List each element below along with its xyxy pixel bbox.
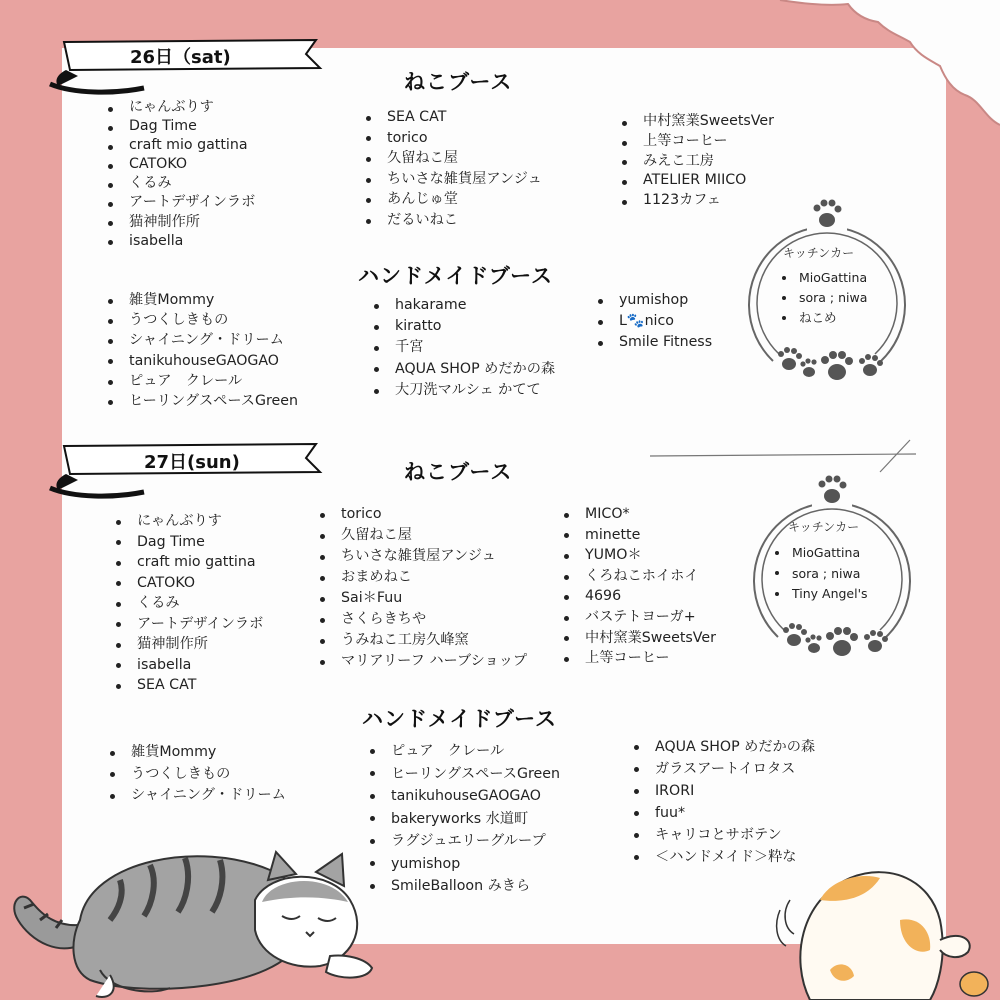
list-item: うつくしきもの bbox=[104, 310, 298, 330]
list-item: MICO* bbox=[560, 504, 716, 525]
list-item: シャイニング・ドリーム bbox=[104, 330, 298, 350]
list-item: SEA CAT bbox=[112, 675, 263, 696]
list-item: tanikuhouseGAOGAO bbox=[366, 785, 560, 808]
list-item: sora ; niwa bbox=[779, 288, 867, 308]
torn-paper-corner bbox=[770, 0, 1000, 130]
list-item: くろねこホイホイ bbox=[560, 566, 716, 587]
calico-cat-illustration bbox=[760, 860, 1000, 1000]
sun-neko-column-2 bbox=[316, 504, 527, 672]
list-item: ヒーリングスペースGreen bbox=[104, 391, 298, 411]
list-item: アートデザインラボ bbox=[104, 193, 255, 212]
list-item: kiratto bbox=[370, 316, 555, 337]
sun-hand-heading: ハンドメイドブース bbox=[362, 707, 558, 731]
sat-neko-column-1 bbox=[104, 98, 255, 251]
list-item: yumishop bbox=[594, 290, 712, 311]
list-item: 4696 bbox=[560, 586, 716, 607]
sat-hand-column-3 bbox=[594, 290, 712, 353]
sat-kitchen-list bbox=[779, 268, 867, 328]
list-item: さくらきちや bbox=[316, 609, 527, 630]
list-item: Tiny Angel's bbox=[772, 584, 868, 605]
list-item: 大刀洗マルシェ かてて bbox=[370, 380, 555, 401]
sun-kitchen-title: キッチンカー bbox=[788, 520, 860, 534]
sun-date-ribbon bbox=[44, 440, 334, 500]
list-item: くるみ bbox=[112, 593, 263, 614]
list-item: MioGattina bbox=[779, 268, 867, 288]
list-item: ねこめ bbox=[779, 308, 867, 328]
sat-date-label: 26日（sat) bbox=[130, 47, 231, 68]
list-item: にゃんぶりす bbox=[104, 98, 255, 117]
list-item: くるみ bbox=[104, 174, 255, 193]
list-item: 猫神制作所 bbox=[112, 634, 263, 655]
list-item: にゃんぶりす bbox=[112, 511, 263, 532]
list-item: Dag Time bbox=[112, 532, 263, 553]
list-item: シャイニング・ドリーム bbox=[106, 785, 286, 807]
sun-date-label: 27日(sun) bbox=[144, 452, 240, 473]
section-divider bbox=[648, 436, 918, 476]
list-item: アートデザインラボ bbox=[112, 614, 263, 635]
list-item: Dag Time bbox=[104, 117, 255, 136]
sat-hand-heading: ハンドメイドブース bbox=[358, 264, 554, 288]
list-item: ラグジュエリーグループ bbox=[366, 830, 560, 853]
sun-hand-column-1 bbox=[106, 742, 286, 807]
list-item: うみねこ工房久峰窯 bbox=[316, 630, 527, 651]
sun-neko-column-3 bbox=[560, 504, 716, 669]
list-item: CATOKO bbox=[104, 155, 255, 174]
sun-kitchen-list bbox=[772, 543, 868, 605]
list-item: バステトヨーガ+ bbox=[560, 607, 716, 628]
list-item: ピュア クレール bbox=[366, 740, 560, 763]
list-item: ちいさな雑貨屋アンジュ bbox=[316, 546, 527, 567]
list-item: SEA CAT bbox=[362, 107, 542, 128]
sleeping-tabby-cat-illustration bbox=[0, 820, 380, 1000]
list-item: craft mio gattina bbox=[112, 552, 263, 573]
list-item: ＜ハンドメイド＞粋な bbox=[630, 846, 815, 868]
list-item: うつくしきもの bbox=[106, 764, 286, 786]
sat-neko-column-2 bbox=[362, 107, 542, 231]
sun-hand-column-3 bbox=[630, 736, 815, 868]
list-item: torico bbox=[316, 504, 527, 525]
list-item: キャリコとサボテン bbox=[630, 824, 815, 846]
list-item: みえこ工房 bbox=[618, 152, 774, 172]
sat-kitchen-title: キッチンカー bbox=[783, 246, 855, 260]
list-item: おまめねこ bbox=[316, 567, 527, 588]
list-item: 雑貨Mommy bbox=[106, 742, 286, 764]
list-item: SmileBalloon みきら bbox=[366, 875, 560, 898]
list-item: 1123カフェ bbox=[618, 191, 774, 211]
sun-neko-heading: ねこブース bbox=[404, 460, 513, 484]
list-item: 上等コーヒー bbox=[560, 648, 716, 669]
list-item: tanikuhouseGAOGAO bbox=[104, 351, 298, 371]
list-item: CATOKO bbox=[112, 573, 263, 594]
list-item: sora ; niwa bbox=[772, 564, 868, 585]
list-item: だるいねこ bbox=[362, 210, 542, 231]
list-item: Sai＊Fuu bbox=[316, 588, 527, 609]
sat-hand-column-1 bbox=[104, 290, 298, 411]
list-item: AQUA SHOP めだかの森 bbox=[370, 359, 555, 380]
list-item: isabella bbox=[112, 655, 263, 676]
list-item: hakarame bbox=[370, 295, 555, 316]
list-item: ATELIER MIICO bbox=[618, 171, 774, 191]
sun-neko-column-1 bbox=[112, 511, 263, 696]
sun-hand-column-2 bbox=[366, 740, 560, 898]
list-item: 千宮 bbox=[370, 337, 555, 358]
list-item: craft mio gattina bbox=[104, 136, 255, 155]
list-item: 猫神制作所 bbox=[104, 213, 255, 232]
list-item: AQUA SHOP めだかの森 bbox=[630, 736, 815, 758]
list-item: YUMO＊ bbox=[560, 545, 716, 566]
list-item: あんじゅ堂 bbox=[362, 189, 542, 210]
list-item: isabella bbox=[104, 232, 255, 251]
sat-date-ribbon bbox=[44, 36, 334, 96]
list-item: L🐾nico bbox=[594, 311, 712, 332]
list-item: 上等コーヒー bbox=[618, 132, 774, 152]
list-item: 雑貨Mommy bbox=[104, 290, 298, 310]
list-item: マリアリーフ ハーブショップ bbox=[316, 651, 527, 672]
list-item: 久留ねこ屋 bbox=[316, 525, 527, 546]
list-item: 久留ねこ屋 bbox=[362, 148, 542, 169]
sat-neko-heading: ねこブース bbox=[404, 70, 513, 94]
sat-hand-column-2 bbox=[370, 295, 555, 401]
list-item: 中村窯業SweetsVer bbox=[618, 112, 774, 132]
list-item: ヒーリングスペースGreen bbox=[366, 763, 560, 786]
list-item: Smile Fitness bbox=[594, 332, 712, 353]
list-item: yumishop bbox=[366, 853, 560, 876]
sun-kitchen-car-badge bbox=[742, 472, 922, 672]
list-item: ガラスアートイロタス bbox=[630, 758, 815, 780]
sat-kitchen-car-badge bbox=[737, 196, 917, 396]
list-item: 中村窯業SweetsVer bbox=[560, 628, 716, 649]
list-item: minette bbox=[560, 525, 716, 546]
list-item: torico bbox=[362, 128, 542, 149]
list-item: ピュア クレール bbox=[104, 371, 298, 391]
list-item: bakeryworks 水道町 bbox=[366, 808, 560, 831]
list-item: IRORI bbox=[630, 780, 815, 802]
list-item: fuu* bbox=[630, 802, 815, 824]
list-item: ちいさな雑貨屋アンジュ bbox=[362, 169, 542, 190]
list-item: MioGattina bbox=[772, 543, 868, 564]
